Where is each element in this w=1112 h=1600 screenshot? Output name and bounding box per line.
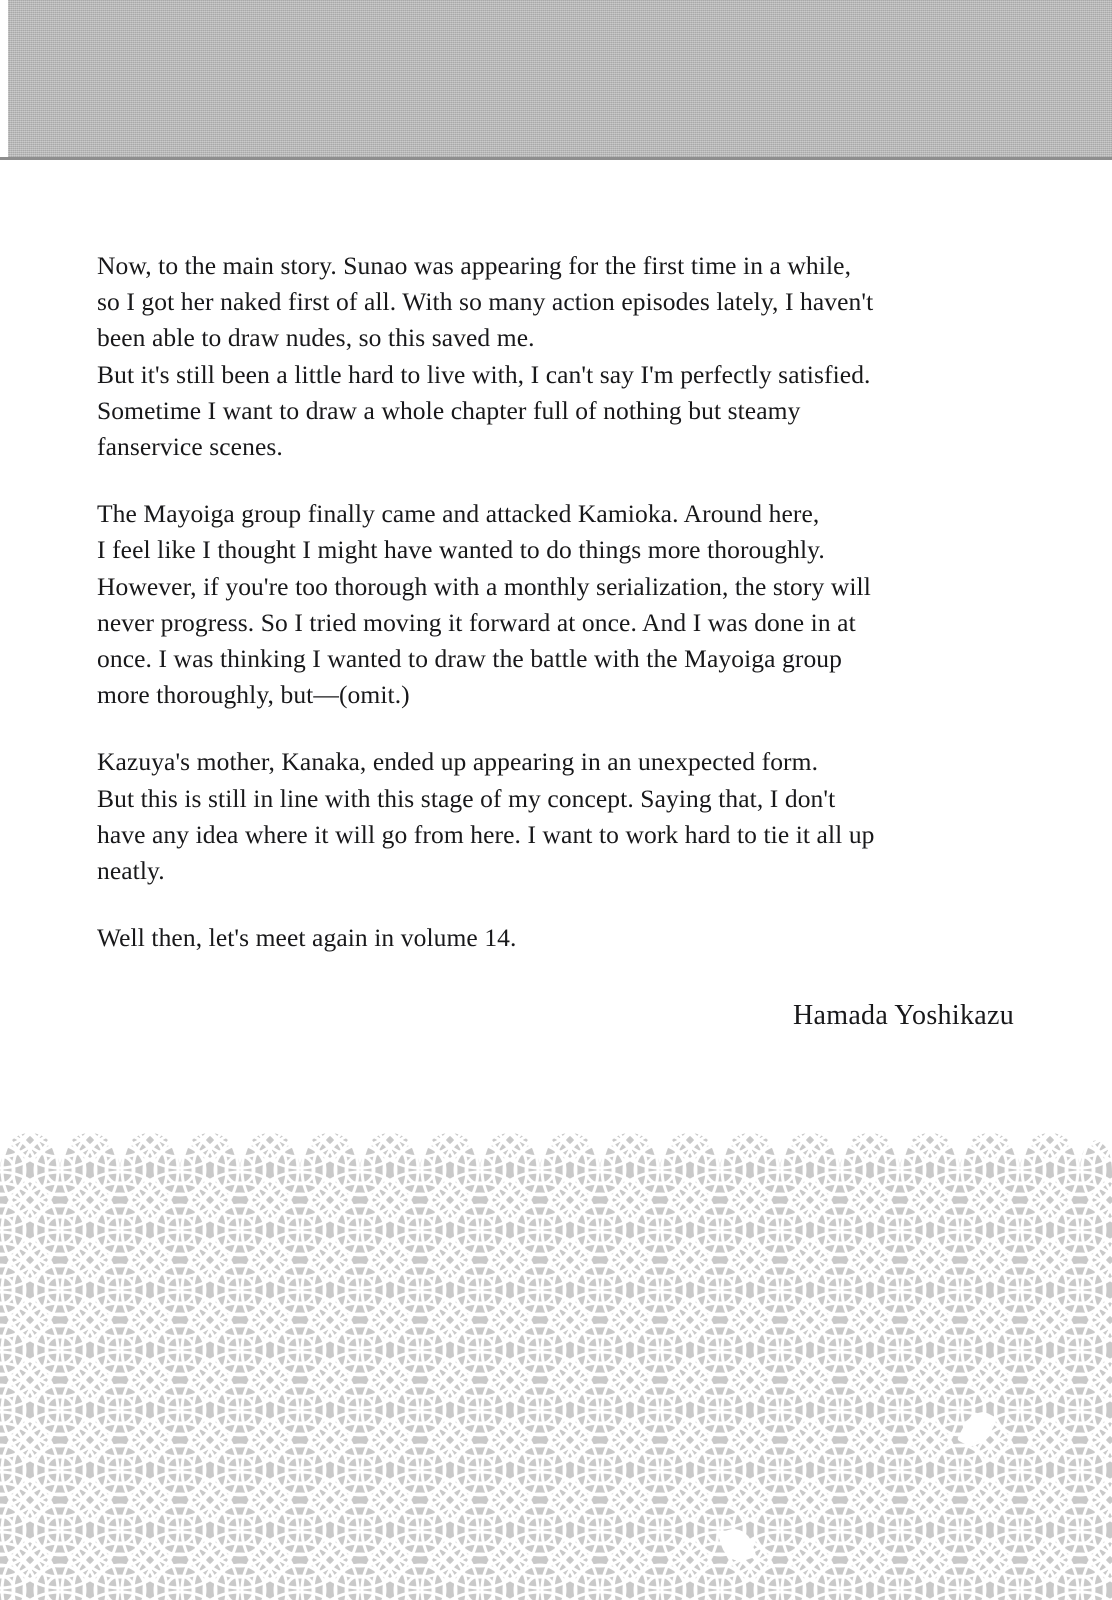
paragraph-3	[97, 744, 1007, 889]
seigaiha-wave-decoration	[0, 1110, 1112, 1600]
gray-texture-band	[0, 0, 1112, 160]
text-line: been able to draw nudes, so this saved me.	[97, 323, 535, 353]
text-line: But it's still been a little hard to live with, I can't say I'm perfectly satisfied.	[97, 359, 871, 389]
paragraph-1	[97, 248, 1007, 465]
text-line: But this is still in line with this stage of my concept. Saying that, I don't	[97, 783, 836, 813]
text-line: Now, to the main story. Sunao was appearing for the first time in a while,	[97, 251, 852, 280]
paragraph-2	[97, 496, 1007, 713]
text-line: fanservice scenes.	[97, 432, 283, 462]
text-line: once. I was thinking I wanted to draw the battle with the Mayoiga group	[97, 644, 842, 674]
text-line: more thoroughly, but—(omit.)	[97, 680, 410, 710]
text-line: Sometime I want to draw a whole chapter full of nothing but steamy	[97, 395, 801, 425]
text-line: Well then, let's meet again in volume 14.	[97, 923, 517, 953]
text-line: never progress. So I tried moving it forward at once. And I was done in at	[97, 607, 856, 637]
seigaiha-wave-pattern-icon	[0, 1110, 1112, 1600]
text-line: neatly.	[97, 856, 165, 886]
paragraph-4	[97, 920, 1007, 956]
text-line: The Mayoiga group finally came and attacked Kamioka. Around here,	[97, 499, 820, 529]
afterword-text	[97, 248, 1007, 956]
text-line: Kazuya's mother, Kanaka, ended up appearing in an unexpected form.	[97, 747, 819, 777]
text-line: However, if you're too thorough with a monthly serialization, the story will	[97, 571, 871, 601]
author-signature: Hamada Yoshikazu	[793, 1000, 1014, 1031]
text-line: so I got her naked first of all. With so many action episodes lately, I haven't	[97, 287, 874, 317]
text-line: have any idea where it will go from here. I want to work hard to tie it all up	[97, 819, 875, 849]
band-left-notch	[0, 0, 8, 160]
text-line: I feel like I thought I might have wanted to do things more thoroughly.	[97, 535, 825, 565]
